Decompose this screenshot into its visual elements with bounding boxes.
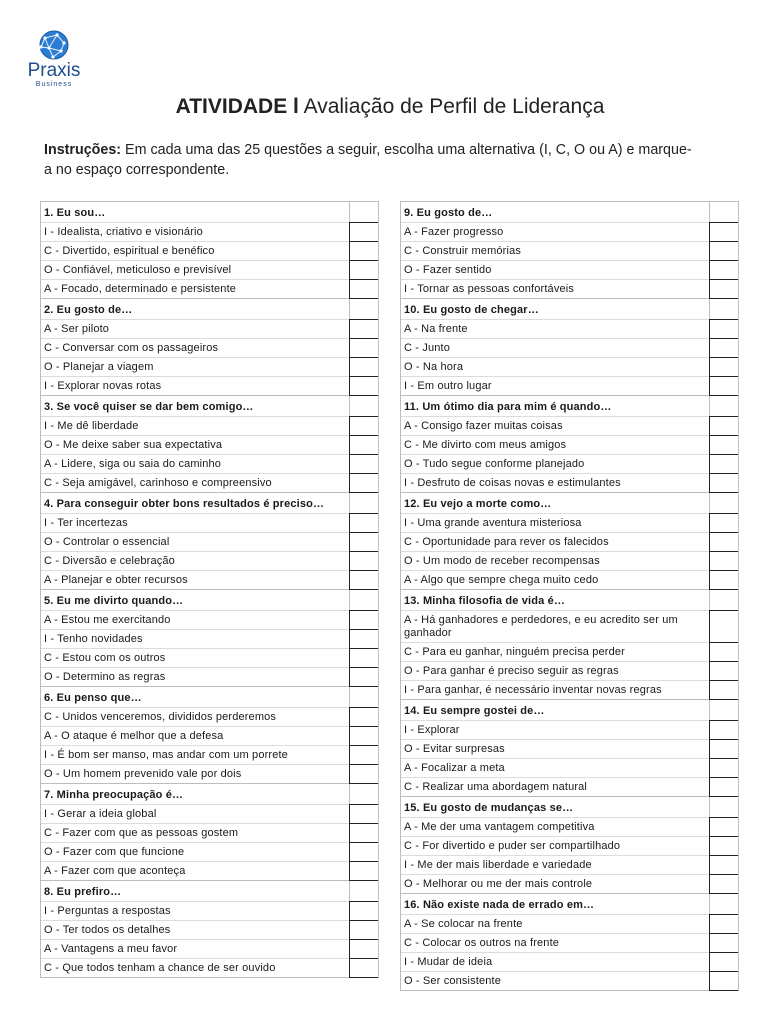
header-cell bbox=[709, 299, 738, 319]
answer-checkbox[interactable] bbox=[709, 874, 738, 894]
question-header bbox=[41, 784, 378, 805]
question-header bbox=[41, 881, 378, 902]
question-header bbox=[401, 493, 738, 514]
answer-option bbox=[41, 843, 378, 862]
answer-option bbox=[401, 681, 738, 699]
option-label: C - Construir memórias bbox=[404, 245, 521, 257]
option-label: I - Gerar a ideia global bbox=[44, 808, 157, 820]
question-header bbox=[401, 299, 738, 320]
question-header bbox=[41, 202, 378, 223]
question-block bbox=[400, 796, 739, 893]
option-label: I - Desfruto de coisas novas e estimulantes bbox=[404, 477, 621, 489]
option-label: I - Ter incertezas bbox=[44, 517, 128, 529]
answer-checkbox[interactable] bbox=[349, 241, 378, 261]
answer-checkbox[interactable] bbox=[349, 842, 378, 862]
title-rest: Avaliação de Perfil de Liderança bbox=[303, 95, 605, 118]
answer-option bbox=[401, 474, 738, 492]
answer-checkbox[interactable] bbox=[709, 817, 738, 837]
answer-option bbox=[401, 223, 738, 242]
answer-option bbox=[401, 261, 738, 280]
header-cell bbox=[709, 493, 738, 513]
answer-option bbox=[401, 915, 738, 934]
option-label: C - Unidos venceremos, divididos perderemos bbox=[44, 711, 277, 723]
answer-option bbox=[401, 837, 738, 856]
option-label: A - Consigo fazer muitas coisas bbox=[404, 420, 563, 432]
praxis-logo bbox=[20, 30, 88, 89]
answer-option bbox=[401, 280, 738, 298]
answer-checkbox[interactable] bbox=[349, 823, 378, 843]
option-label: O - Ser consistente bbox=[404, 975, 501, 987]
option-label: O - Fazer sentido bbox=[404, 264, 492, 276]
question-block bbox=[400, 298, 739, 395]
answer-checkbox[interactable] bbox=[709, 739, 738, 759]
header-cell bbox=[349, 881, 378, 901]
option-label: C - For divertido e puder ser compartilhado bbox=[404, 840, 621, 852]
option-label: C - Junto bbox=[404, 342, 450, 354]
answer-checkbox[interactable] bbox=[709, 357, 738, 377]
question-text: 8. Eu prefiro… bbox=[44, 886, 122, 898]
answer-checkbox[interactable] bbox=[709, 758, 738, 778]
option-label: A - Ser piloto bbox=[44, 323, 110, 335]
answer-checkbox[interactable] bbox=[709, 338, 738, 358]
answer-checkbox[interactable] bbox=[349, 667, 378, 687]
answer-option bbox=[41, 921, 378, 940]
logo-name: Praxis bbox=[27, 60, 81, 81]
option-label: I - Me der mais liberdade e variedade bbox=[404, 859, 592, 871]
answer-checkbox[interactable] bbox=[349, 648, 378, 668]
header-cell bbox=[709, 700, 738, 720]
answer-checkbox[interactable] bbox=[709, 376, 738, 396]
question-text: 1. Eu sou… bbox=[44, 207, 106, 219]
header-cell bbox=[709, 396, 738, 416]
answer-checkbox[interactable] bbox=[709, 454, 738, 474]
option-label: C - Colocar os outros na frente bbox=[404, 937, 560, 949]
answer-checkbox[interactable] bbox=[349, 958, 378, 978]
answer-option bbox=[41, 727, 378, 746]
option-label: A - Estou me exercitando bbox=[44, 614, 171, 626]
option-label: C - Fazer com que as pessoas gostem bbox=[44, 827, 239, 839]
answer-option bbox=[401, 818, 738, 837]
answer-checkbox[interactable] bbox=[709, 952, 738, 972]
option-label: O - Evitar surpresas bbox=[404, 743, 505, 755]
answer-checkbox[interactable] bbox=[709, 642, 738, 662]
instructions-text: Em cada uma das 25 questões a seguir, escolha uma alternativa (I, C, O ou A) e marque-a no espaço correspondente. bbox=[44, 142, 692, 178]
option-label: C - Realizar uma abordagem natural bbox=[404, 781, 588, 793]
answer-checkbox[interactable] bbox=[349, 939, 378, 959]
question-text: 13. Minha filosofia de vida é… bbox=[404, 595, 565, 607]
header-cell bbox=[349, 493, 378, 513]
question-block bbox=[40, 201, 379, 298]
answer-option bbox=[41, 862, 378, 880]
answer-option bbox=[41, 746, 378, 765]
answer-option bbox=[401, 740, 738, 759]
question-header bbox=[401, 797, 738, 818]
option-label: O - Fazer com que funcione bbox=[44, 846, 185, 858]
question-text: 6. Eu penso que… bbox=[44, 692, 142, 704]
option-label: A - Focado, determinado e persistente bbox=[44, 283, 237, 295]
option-label: I - Explorar bbox=[404, 724, 460, 736]
answer-checkbox[interactable] bbox=[709, 610, 738, 643]
question-text: 9. Eu gosto de… bbox=[404, 207, 493, 219]
option-label: A - Há ganhadores e perdedores, e eu acredito ser um ganhador bbox=[404, 614, 678, 639]
questions-left-column bbox=[40, 201, 379, 978]
answer-checkbox[interactable] bbox=[709, 661, 738, 681]
answer-checkbox[interactable] bbox=[709, 855, 738, 875]
answer-checkbox[interactable] bbox=[709, 914, 738, 934]
answer-option bbox=[41, 805, 378, 824]
answer-option bbox=[41, 630, 378, 649]
header-cell bbox=[349, 299, 378, 319]
answer-option bbox=[41, 339, 378, 358]
answer-checkbox[interactable] bbox=[349, 764, 378, 784]
option-label: I - Perguntas a respostas bbox=[44, 905, 171, 917]
answer-option bbox=[401, 514, 738, 533]
header-cell bbox=[709, 797, 738, 817]
answer-checkbox[interactable] bbox=[709, 532, 738, 552]
question-text: 4. Para conseguir obter bons resultados é preciso… bbox=[44, 498, 325, 510]
answer-option bbox=[401, 721, 738, 740]
answer-checkbox[interactable] bbox=[709, 260, 738, 280]
answer-checkbox[interactable] bbox=[709, 241, 738, 261]
answer-option bbox=[401, 856, 738, 875]
answer-checkbox[interactable] bbox=[349, 454, 378, 474]
question-header bbox=[401, 202, 738, 223]
instructions bbox=[44, 140, 694, 180]
option-label: C - Seja amigável, carinhoso e compreensivo bbox=[44, 477, 272, 489]
option-label: A - O ataque é melhor que a defesa bbox=[44, 730, 224, 742]
answer-checkbox[interactable] bbox=[349, 532, 378, 552]
answer-checkbox[interactable] bbox=[349, 473, 378, 493]
option-label: O - Planejar a viagem bbox=[44, 361, 154, 373]
answer-checkbox[interactable] bbox=[349, 629, 378, 649]
answer-checkbox[interactable] bbox=[709, 680, 738, 700]
answer-checkbox[interactable] bbox=[709, 777, 738, 797]
answer-option bbox=[401, 875, 738, 893]
question-block bbox=[40, 880, 379, 978]
answer-option bbox=[401, 953, 738, 972]
question-text: 2. Eu gosto de… bbox=[44, 304, 133, 316]
answer-checkbox[interactable] bbox=[709, 435, 738, 455]
question-block bbox=[400, 699, 739, 796]
answer-checkbox[interactable] bbox=[709, 416, 738, 436]
logo-subtitle: Business bbox=[35, 81, 73, 88]
question-text: 16. Não existe nada de errado em… bbox=[404, 899, 595, 911]
option-label: I - Tenho novidades bbox=[44, 633, 143, 645]
option-label: A - Vantagens a meu favor bbox=[44, 943, 178, 955]
answer-option bbox=[401, 643, 738, 662]
question-text: 14. Eu sempre gostei de… bbox=[404, 705, 545, 717]
answer-option bbox=[41, 377, 378, 395]
answer-checkbox[interactable] bbox=[709, 933, 738, 953]
answer-checkbox[interactable] bbox=[349, 707, 378, 727]
question-header bbox=[401, 590, 738, 611]
option-label: A - Fazer progresso bbox=[404, 226, 504, 238]
option-label: A - Na frente bbox=[404, 323, 468, 335]
header-cell bbox=[709, 202, 738, 222]
answer-option bbox=[41, 765, 378, 783]
question-header bbox=[41, 493, 378, 514]
option-label: C - Oportunidade para rever os falecidos bbox=[404, 536, 609, 548]
answer-option bbox=[401, 934, 738, 953]
option-label: I - Idealista, criativo e visionário bbox=[44, 226, 203, 238]
answer-option bbox=[41, 358, 378, 377]
answer-option bbox=[41, 223, 378, 242]
option-label: A - Fazer com que aconteça bbox=[44, 865, 186, 877]
header-cell bbox=[349, 396, 378, 416]
answer-option bbox=[401, 533, 738, 552]
instructions-label: Instruções: bbox=[44, 142, 122, 158]
answer-checkbox[interactable] bbox=[349, 513, 378, 533]
answer-checkbox[interactable] bbox=[349, 861, 378, 881]
question-header bbox=[401, 396, 738, 417]
question-block bbox=[400, 492, 739, 589]
answer-option bbox=[401, 778, 738, 796]
option-label: A - Planejar e obter recursos bbox=[44, 574, 188, 586]
option-label: C - Me divirto com meus amigos bbox=[404, 439, 567, 451]
answer-checkbox[interactable] bbox=[709, 279, 738, 299]
option-label: I - Tornar as pessoas confortáveis bbox=[404, 283, 574, 295]
answer-option bbox=[401, 377, 738, 395]
page-title bbox=[0, 95, 768, 119]
option-label: O - Controlar o essencial bbox=[44, 536, 170, 548]
answer-checkbox[interactable] bbox=[349, 279, 378, 299]
answer-option bbox=[401, 417, 738, 436]
answer-option bbox=[401, 759, 738, 778]
answer-option bbox=[401, 242, 738, 261]
option-label: C - Divertido, espiritual e benéfico bbox=[44, 245, 215, 257]
title-bold: ATIVIDADE l bbox=[175, 95, 299, 118]
answer-checkbox[interactable] bbox=[349, 804, 378, 824]
question-block bbox=[400, 201, 739, 298]
answer-option bbox=[41, 571, 378, 589]
question-text: 7. Minha preocupação é… bbox=[44, 789, 184, 801]
header-cell bbox=[349, 202, 378, 222]
question-text: 3. Se você quiser se dar bem comigo… bbox=[44, 401, 254, 413]
answer-option bbox=[41, 824, 378, 843]
question-block bbox=[400, 395, 739, 492]
option-label: C - Que todos tenham a chance de ser ouvido bbox=[44, 962, 276, 974]
answer-checkbox[interactable] bbox=[349, 338, 378, 358]
option-label: O - Me deixe saber sua expectativa bbox=[44, 439, 223, 451]
answer-option bbox=[401, 339, 738, 358]
answer-checkbox[interactable] bbox=[349, 260, 378, 280]
answer-option bbox=[41, 242, 378, 261]
answer-option bbox=[41, 417, 378, 436]
answer-option bbox=[41, 940, 378, 959]
option-label: O - Um homem prevenido vale por dois bbox=[44, 768, 242, 780]
answer-checkbox[interactable] bbox=[709, 222, 738, 242]
answer-option bbox=[41, 455, 378, 474]
header-cell bbox=[349, 784, 378, 804]
answer-checkbox[interactable] bbox=[349, 551, 378, 571]
question-header bbox=[41, 590, 378, 611]
question-block bbox=[400, 893, 739, 991]
answer-checkbox[interactable] bbox=[349, 319, 378, 339]
option-label: I - Uma grande aventura misteriosa bbox=[404, 517, 582, 529]
answer-checkbox[interactable] bbox=[709, 720, 738, 740]
answer-option bbox=[401, 320, 738, 339]
option-label: I - Me dê liberdade bbox=[44, 420, 139, 432]
answer-option bbox=[401, 436, 738, 455]
question-block bbox=[40, 686, 379, 783]
answer-checkbox[interactable] bbox=[349, 570, 378, 590]
question-block bbox=[400, 589, 739, 699]
option-label: I - Em outro lugar bbox=[404, 380, 492, 392]
answer-option bbox=[41, 959, 378, 977]
answer-option bbox=[401, 611, 738, 643]
header-cell bbox=[709, 590, 738, 610]
answer-checkbox[interactable] bbox=[349, 726, 378, 746]
question-text: 15. Eu gosto de mudanças se… bbox=[404, 802, 574, 814]
answer-option bbox=[41, 708, 378, 727]
answer-option bbox=[401, 552, 738, 571]
answer-checkbox[interactable] bbox=[709, 513, 738, 533]
option-label: O - Tudo segue conforme planejado bbox=[404, 458, 585, 470]
answer-option bbox=[401, 972, 738, 990]
question-text: 11. Um ótimo dia para mim é quando… bbox=[404, 401, 612, 413]
option-label: I - Explorar novas rotas bbox=[44, 380, 162, 392]
answer-option bbox=[401, 571, 738, 589]
answer-option bbox=[41, 649, 378, 668]
answer-checkbox[interactable] bbox=[709, 551, 738, 571]
answer-option bbox=[41, 514, 378, 533]
question-header bbox=[41, 299, 378, 320]
option-label: A - Lidere, siga ou saia do caminho bbox=[44, 458, 222, 470]
answer-checkbox[interactable] bbox=[349, 920, 378, 940]
header-cell bbox=[349, 590, 378, 610]
question-block bbox=[40, 589, 379, 686]
question-block bbox=[40, 492, 379, 589]
option-label: I - Para ganhar, é necessário inventar novas regras bbox=[404, 684, 662, 696]
answer-option bbox=[401, 662, 738, 681]
answer-option bbox=[41, 474, 378, 492]
answer-option bbox=[41, 552, 378, 571]
answer-checkbox[interactable] bbox=[349, 357, 378, 377]
option-label: C - Estou com os outros bbox=[44, 652, 166, 664]
header-cell bbox=[709, 894, 738, 914]
option-label: I - É bom ser manso, mas andar com um porrete bbox=[44, 749, 288, 761]
answer-checkbox[interactable] bbox=[709, 570, 738, 590]
answer-checkbox[interactable] bbox=[349, 376, 378, 396]
question-header bbox=[41, 396, 378, 417]
option-label: C - Para eu ganhar, ninguém precisa perder bbox=[404, 646, 625, 658]
globe-network-icon bbox=[37, 30, 71, 60]
question-header bbox=[401, 894, 738, 915]
option-label: A - Se colocar na frente bbox=[404, 918, 523, 930]
answer-option bbox=[41, 533, 378, 552]
option-label: C - Diversão e celebração bbox=[44, 555, 175, 567]
question-block bbox=[40, 783, 379, 880]
question-block bbox=[40, 298, 379, 395]
questions-right-column bbox=[400, 201, 739, 991]
question-text: 12. Eu vejo a morte como… bbox=[404, 498, 552, 510]
option-label: O - Um modo de receber recompensas bbox=[404, 555, 600, 567]
answer-option bbox=[401, 358, 738, 377]
question-text: 5. Eu me divirto quando… bbox=[44, 595, 184, 607]
option-label: O - Para ganhar é preciso seguir as regras bbox=[404, 665, 619, 677]
answer-option bbox=[401, 455, 738, 474]
question-text: 10. Eu gosto de chegar… bbox=[404, 304, 539, 316]
answer-option bbox=[41, 436, 378, 455]
header-cell bbox=[349, 687, 378, 707]
answer-checkbox[interactable] bbox=[349, 222, 378, 242]
option-label: A - Focalizar a meta bbox=[404, 762, 505, 774]
answer-checkbox[interactable] bbox=[349, 745, 378, 765]
answer-checkbox[interactable] bbox=[709, 319, 738, 339]
question-header bbox=[41, 687, 378, 708]
answer-checkbox[interactable] bbox=[349, 435, 378, 455]
option-label: C - Conversar com os passageiros bbox=[44, 342, 219, 354]
option-label: O - Melhorar ou me der mais controle bbox=[404, 878, 593, 890]
option-label: O - Ter todos os detalhes bbox=[44, 924, 171, 936]
answer-checkbox[interactable] bbox=[349, 610, 378, 630]
answer-option bbox=[41, 261, 378, 280]
answer-option bbox=[41, 320, 378, 339]
answer-checkbox[interactable] bbox=[349, 416, 378, 436]
answer-option bbox=[41, 902, 378, 921]
question-block bbox=[40, 395, 379, 492]
answer-checkbox[interactable] bbox=[709, 473, 738, 493]
option-label: O - Na hora bbox=[404, 361, 464, 373]
answer-option bbox=[41, 280, 378, 298]
answer-option bbox=[41, 611, 378, 630]
answer-checkbox[interactable] bbox=[709, 971, 738, 991]
answer-checkbox[interactable] bbox=[349, 901, 378, 921]
option-label: A - Me der uma vantagem competitiva bbox=[404, 821, 595, 833]
answer-option bbox=[41, 668, 378, 686]
answer-checkbox[interactable] bbox=[709, 836, 738, 856]
question-header bbox=[401, 700, 738, 721]
option-label: O - Determino as regras bbox=[44, 671, 166, 683]
option-label: O - Confiável, meticuloso e previsível bbox=[44, 264, 232, 276]
option-label: I - Mudar de ideia bbox=[404, 956, 493, 968]
option-label: A - Algo que sempre chega muito cedo bbox=[404, 574, 599, 586]
